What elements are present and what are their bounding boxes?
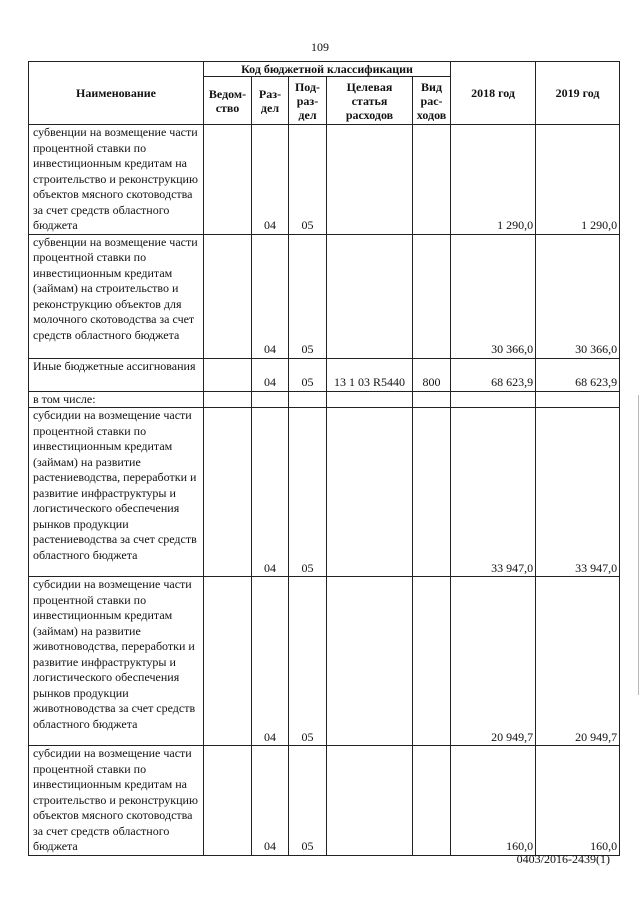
row-target-article: [327, 234, 413, 358]
row-name: Иные бюджетные ассигнования: [29, 358, 204, 391]
row-target-article: [327, 408, 413, 577]
row-expense-type: [413, 746, 451, 856]
row-target-article: [327, 125, 413, 235]
row-name: субсидии на возмещение части процентной ставки по инвестиционным кредитам (займам) на развитие растениеводства, переработки и развитие инфраструктуры и логистического обеспечения рынков продукции растениеводства за счет средств областного бюджета: [29, 408, 204, 577]
row-vedomstvo: [204, 234, 252, 358]
row-name: субсидии на возмещение части процентной ставки по инвестиционным кредитам (займам) на развитие животноводства, переработки и развитие инфраструктуры и логистического обеспечения рынков продукции животноводства за счет средств областного бюджета: [29, 577, 204, 746]
row-vedomstvo: [204, 391, 252, 408]
header-code-group: Код бюджетной классификации: [204, 62, 451, 77]
header-razdel: Раз-дел: [252, 77, 289, 125]
row-razdel: 04: [252, 125, 289, 235]
row-amount-2018: 1 290,0: [451, 125, 536, 235]
table-row: [29, 408, 620, 577]
header-expense-type: Вид рас-ходов: [413, 77, 451, 125]
row-name: субвенции на возмещение части процентной ставки по инвестиционным кредитам (займам) на строительство и реконструкцию объектов для молочного скотоводства за счет средств областного бюджета: [29, 234, 204, 358]
row-amount-2018: 68 623,9: [451, 358, 536, 391]
header-name: Наименование: [29, 62, 204, 125]
document-code: 0403/2016-2439(1): [516, 852, 610, 866]
row-expense-type: 800: [413, 358, 451, 391]
row-podrazdel: 05: [289, 408, 327, 577]
row-razdel: 04: [252, 577, 289, 746]
row-podrazdel: 05: [289, 746, 327, 856]
header-year-2019: 2019 год: [536, 62, 620, 125]
row-amount-2019: 30 366,0: [536, 234, 620, 358]
row-amount-2018: 160,0: [451, 746, 536, 856]
row-amount-2019: 68 623,9: [536, 358, 620, 391]
row-target-article: [327, 391, 413, 408]
header-podrazdel: Под-раз-дел: [289, 77, 327, 125]
row-amount-2018: 30 366,0: [451, 234, 536, 358]
header-vedomstvo: Ведом-ство: [204, 77, 252, 125]
row-amount-2018: 33 947,0: [451, 408, 536, 577]
row-podrazdel: [289, 391, 327, 408]
row-name: в том числе:: [29, 391, 204, 408]
scan-edge-line: [638, 395, 639, 695]
row-amount-2019: 160,0: [536, 746, 620, 856]
row-name: субвенции на возмещение части процентной ставки по инвестиционным кредитам на строительство и реконструкцию объектов мясного скотоводства за счет средств областного бюджета: [29, 125, 204, 235]
row-vedomstvo: [204, 125, 252, 235]
row-expense-type: [413, 577, 451, 746]
row-amount-2018: [451, 391, 536, 408]
row-amount-2019: 1 290,0: [536, 125, 620, 235]
row-podrazdel: 05: [289, 577, 327, 746]
budget-table: [28, 61, 620, 856]
table-body: [29, 125, 620, 856]
row-razdel: [252, 391, 289, 408]
row-razdel: 04: [252, 746, 289, 856]
table-row: [29, 234, 620, 358]
row-razdel: 04: [252, 358, 289, 391]
table-row: [29, 391, 620, 408]
row-vedomstvo: [204, 358, 252, 391]
row-razdel: 04: [252, 234, 289, 358]
row-podrazdel: 05: [289, 125, 327, 235]
row-amount-2019: 20 949,7: [536, 577, 620, 746]
table-row: [29, 577, 620, 746]
row-expense-type: [413, 125, 451, 235]
row-amount-2019: 33 947,0: [536, 408, 620, 577]
row-amount-2019: [536, 391, 620, 408]
row-amount-2018: 20 949,7: [451, 577, 536, 746]
row-podrazdel: 05: [289, 234, 327, 358]
table-row: [29, 746, 620, 856]
row-target-article: [327, 746, 413, 856]
header-year-2018: 2018 год: [451, 62, 536, 125]
table-row: [29, 125, 620, 235]
header-target-article: Целевая статья расходов: [327, 77, 413, 125]
table-header: [29, 62, 620, 125]
table-row: [29, 358, 620, 391]
row-vedomstvo: [204, 408, 252, 577]
row-expense-type: [413, 408, 451, 577]
page-number: 109: [311, 40, 329, 54]
row-vedomstvo: [204, 577, 252, 746]
row-target-article: 13 1 03 R5440: [327, 358, 413, 391]
row-expense-type: [413, 391, 451, 408]
row-target-article: [327, 577, 413, 746]
row-vedomstvo: [204, 746, 252, 856]
row-podrazdel: 05: [289, 358, 327, 391]
row-expense-type: [413, 234, 451, 358]
row-name: субсидии на возмещение части процентной ставки по инвестиционным кредитам на строительство и реконструкцию объектов мясного скотоводства за счет средств областного бюджета: [29, 746, 204, 856]
row-razdel: 04: [252, 408, 289, 577]
